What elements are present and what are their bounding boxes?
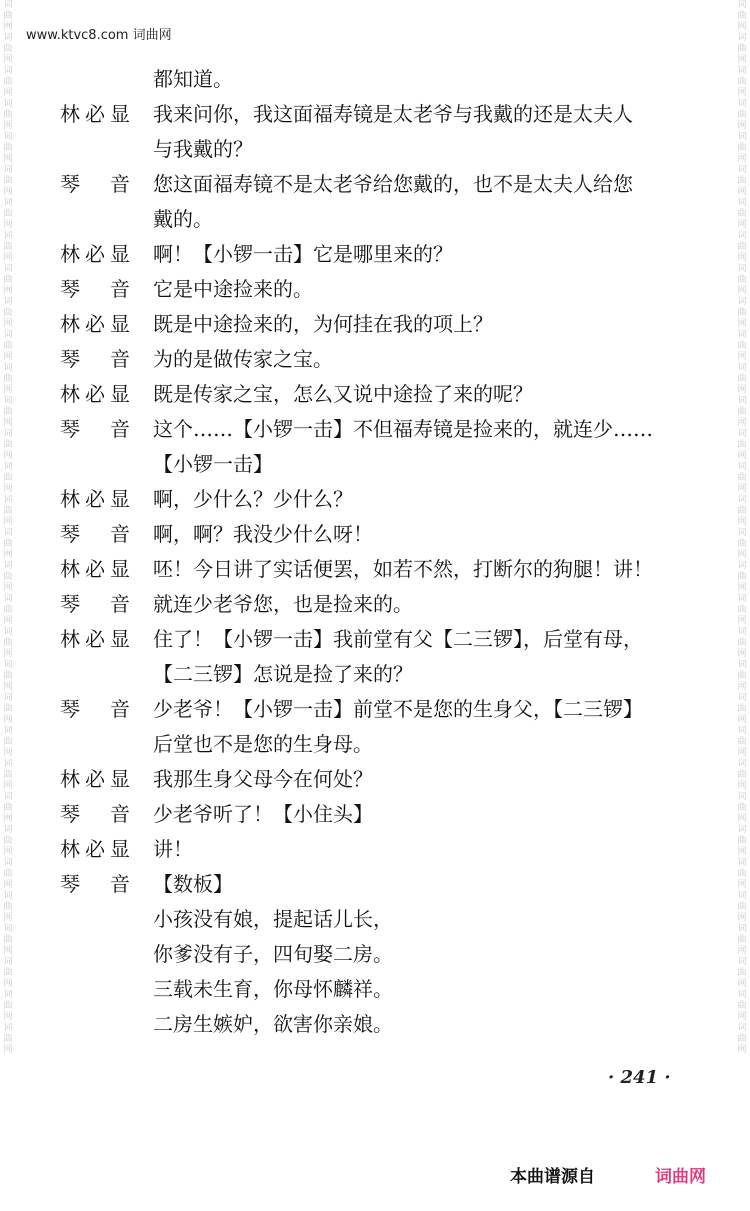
dialogue-text: 啊！【小锣一击】它是哪里来的？ <box>153 242 453 266</box>
dialogue-text: 【二三锣】怎说是捡了来的？ <box>153 662 413 686</box>
speaker-name: 林必显 <box>60 242 130 266</box>
script-line <box>0 342 750 377</box>
script-line <box>0 167 750 202</box>
dialogue-text: 就连少老爷您，也是捡来的。 <box>153 592 413 616</box>
script-line <box>0 622 750 657</box>
script-line <box>0 482 750 517</box>
dialogue-text: 呸！今日讲了实话便罢，如若不然，打断尔的狗腿！讲！ <box>153 557 653 581</box>
script-line <box>0 447 750 482</box>
speaker-name: 琴音 <box>60 522 130 546</box>
dialogue-text: 它是中途捡来的。 <box>153 277 313 301</box>
dialogue-text: 您这面福寿镜不是太老爷给您戴的，也不是太夫人给您 <box>153 172 633 196</box>
dialogue-text: 既是传家之宝，怎么又说中途捡了来的呢？ <box>153 382 533 406</box>
watermark-column-right: 词曲网词曲网词曲网词曲网词曲网词曲网词曲网词曲网词曲网词曲网词曲网词曲网词曲网词曲网词曲网词曲网词曲网词曲网词曲网词曲网词曲网词曲网词曲网词曲网词曲网词曲网词曲网词曲网词曲网词曲网词曲网词曲网 <box>737 0 747 1055</box>
dialogue-text: 三载未生育，你母怀麟祥。 <box>153 977 393 1001</box>
dialogue-text: 都知道。 <box>153 67 233 91</box>
speaker-name: 琴音 <box>60 277 130 301</box>
site-name: 词曲网 <box>132 28 172 43</box>
footer-source-label: 本曲谱源自 <box>510 1167 595 1187</box>
speaker-name: 林必显 <box>60 557 130 581</box>
dialogue-text: 【小锣一击】 <box>153 452 273 476</box>
dialogue-text: 我那生身父母今在何处？ <box>153 767 373 791</box>
dialogue-text: 我来问你，我这面福寿镜是太老爷与我戴的还是太夫人 <box>153 102 633 126</box>
script-line <box>0 832 750 867</box>
speaker-name: 林必显 <box>60 487 130 511</box>
dialogue-text: 与我戴的？ <box>153 137 253 161</box>
script-line <box>0 937 750 972</box>
dialogue-text: 这个……【小锣一击】不但福寿镜是捡来的，就连少…… <box>153 417 653 441</box>
speaker-name: 林必显 <box>60 102 130 126</box>
script-body <box>0 62 750 1042</box>
speaker-name: 林必显 <box>60 837 130 861</box>
dialogue-text: 小孩没有娘，提起话儿长， <box>153 907 393 931</box>
script-line <box>0 377 750 412</box>
script-line <box>0 307 750 342</box>
speaker-name: 琴音 <box>60 872 130 896</box>
script-line <box>0 517 750 552</box>
dialogue-text: 你爹没有子，四旬娶二房。 <box>153 942 393 966</box>
script-line <box>0 727 750 762</box>
speaker-name: 林必显 <box>60 382 130 406</box>
dialogue-text: 戴的。 <box>153 207 213 231</box>
speaker-name: 林必显 <box>60 627 130 651</box>
script-line <box>0 587 750 622</box>
script-line <box>0 62 750 97</box>
page-number: · 241 · <box>608 1067 671 1088</box>
script-line <box>0 1007 750 1042</box>
dialogue-text: 后堂也不是您的生身母。 <box>153 732 373 756</box>
site-url-header <box>26 24 172 43</box>
dialogue-text: 啊，啊？我没少什么呀！ <box>153 522 373 546</box>
dialogue-text: 住了！【小锣一击】我前堂有父【二三锣】，后堂有母， <box>153 627 643 651</box>
script-line <box>0 237 750 272</box>
speaker-name: 琴音 <box>60 802 130 826</box>
dialogue-text: 二房生嫉妒，欲害你亲娘。 <box>153 1012 393 1036</box>
script-line <box>0 797 750 832</box>
script-line <box>0 202 750 237</box>
dialogue-text: 【数板】 <box>153 872 233 896</box>
script-line <box>0 132 750 167</box>
watermark-column-left: 词曲网词曲网词曲网词曲网词曲网词曲网词曲网词曲网词曲网词曲网词曲网词曲网词曲网词曲网词曲网词曲网词曲网词曲网词曲网词曲网词曲网词曲网词曲网词曲网词曲网词曲网词曲网词曲网词曲网词曲网词曲网词曲网 <box>3 0 13 1055</box>
script-line <box>0 762 750 797</box>
speaker-name: 琴音 <box>60 417 130 441</box>
footer-brand-link[interactable]: 词曲网 <box>655 1167 706 1187</box>
speaker-name: 琴音 <box>60 347 130 371</box>
speaker-name: 琴音 <box>60 697 130 721</box>
site-url: www.ktvc8.com <box>26 28 129 43</box>
script-line <box>0 272 750 307</box>
script-line <box>0 97 750 132</box>
dialogue-text: 讲！ <box>153 837 193 861</box>
dialogue-text: 为的是做传家之宝。 <box>153 347 333 371</box>
script-line <box>0 867 750 902</box>
script-line <box>0 412 750 447</box>
dialogue-text: 啊，少什么？少什么？ <box>153 487 353 511</box>
script-line <box>0 972 750 1007</box>
script-line <box>0 692 750 727</box>
speaker-name: 琴音 <box>60 592 130 616</box>
speaker-name: 林必显 <box>60 312 130 336</box>
script-line <box>0 657 750 692</box>
script-line <box>0 552 750 587</box>
dialogue-text: 少老爷听了！【小住头】 <box>153 802 373 826</box>
script-line <box>0 902 750 937</box>
dialogue-text: 既是中途捡来的，为何挂在我的项上？ <box>153 312 493 336</box>
dialogue-text: 少老爷！【小锣一击】前堂不是您的生身父，【二三锣】 <box>153 697 643 721</box>
speaker-name: 林必显 <box>60 767 130 791</box>
speaker-name: 琴音 <box>60 172 130 196</box>
